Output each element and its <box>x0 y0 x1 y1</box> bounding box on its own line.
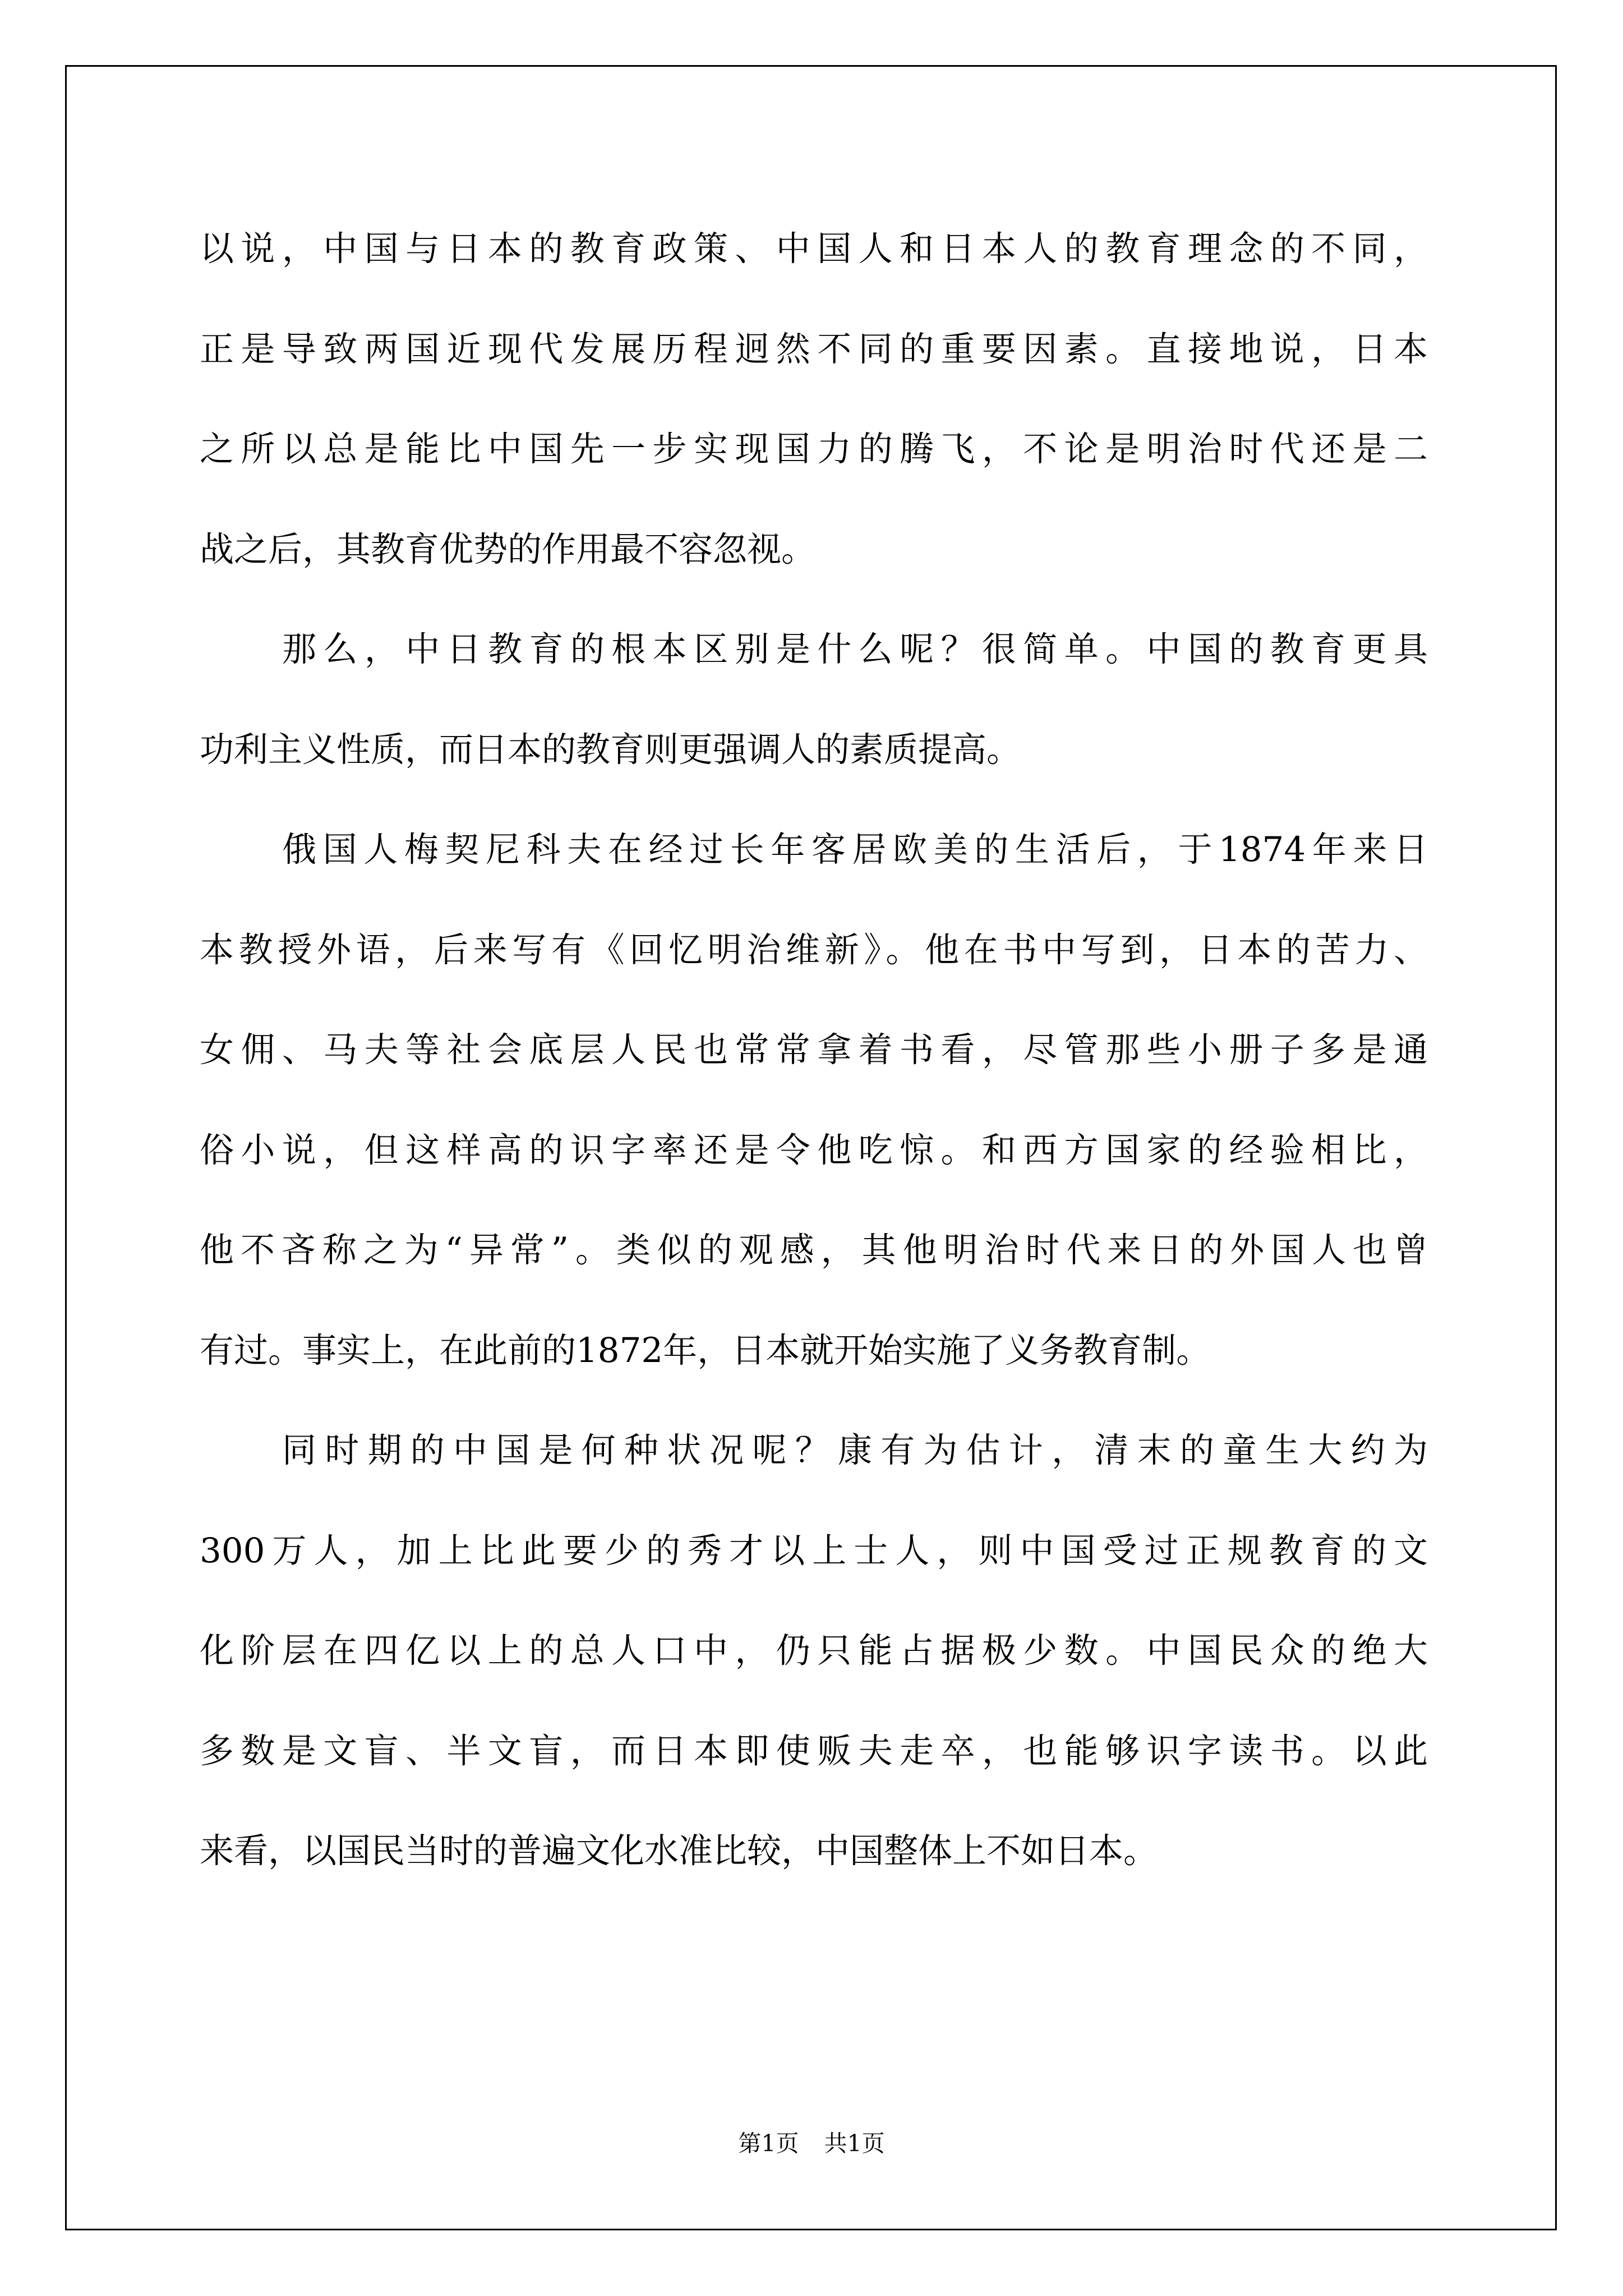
text-line: 战之后，其教育优势的作用最不容忽视。 <box>200 529 816 569</box>
document-body <box>200 199 1428 1902</box>
text-line: 300万人，加上比此要少的秀才以上士人，则中国受过正规教育的文 <box>200 1530 1428 1571</box>
text-line: 本教授外语，后来写有《回忆明治维新》。他在书中写到，日本的苦力、 <box>200 930 1428 970</box>
text-line: 女佣、马夫等社会底层人民也常常拿着书看，尽管那些小册子多是通 <box>200 1030 1428 1070</box>
text-line: 有过。事实上，在此前的1872年，日本就开始实施了义务教育制。 <box>200 1330 1211 1370</box>
text-line: 之所以总是能比中国先一步实现国力的腾飞，不论是明治时代还是二 <box>200 429 1428 469</box>
paragraph-first-line: 同时期的中国是何种状况呢？康有为估计，清末的童生大约为 <box>282 1430 1428 1470</box>
text-line: 来看，以国民当时的普遍文化水准比较，中国整体上不如日本。 <box>200 1831 1158 1871</box>
paragraph-first-line: 那么，中日教育的根本区别是什么呢？很简单。中国的教育更具 <box>282 629 1428 669</box>
page-count: 共1页 <box>824 2130 885 2157</box>
text-line: 俗小说，但这样高的识字率还是令他吃惊。和西方国家的经验相比， <box>200 1130 1428 1170</box>
text-line: 正是导致两国近现代发展历程迥然不同的重要因素。直接地说，日本 <box>200 329 1428 369</box>
text-line: 化阶层在四亿以上的总人口中，仍只能占据极少数。中国民众的绝大 <box>200 1631 1428 1671</box>
text-line: 多数是文盲、半文盲，而日本即使贩夫走卒，也能够识字读书。以此 <box>200 1731 1428 1771</box>
text-line: 以说，中国与日本的教育政策、中国人和日本人的教育理念的不同， <box>200 229 1428 269</box>
paragraph-first-line: 俄国人梅契尼科夫在经过长年客居欧美的生活后，于1874年来日 <box>282 830 1428 869</box>
page-number: 第1页 <box>738 2130 799 2157</box>
text-line: 他不吝称之为“异常”。类似的观感，其他明治时代来日的外国人也曾 <box>200 1230 1428 1270</box>
text-line: 功利主义性质，而日本的教育则更强调人的素质提高。 <box>200 729 1021 770</box>
page-footer <box>0 2125 1623 2158</box>
